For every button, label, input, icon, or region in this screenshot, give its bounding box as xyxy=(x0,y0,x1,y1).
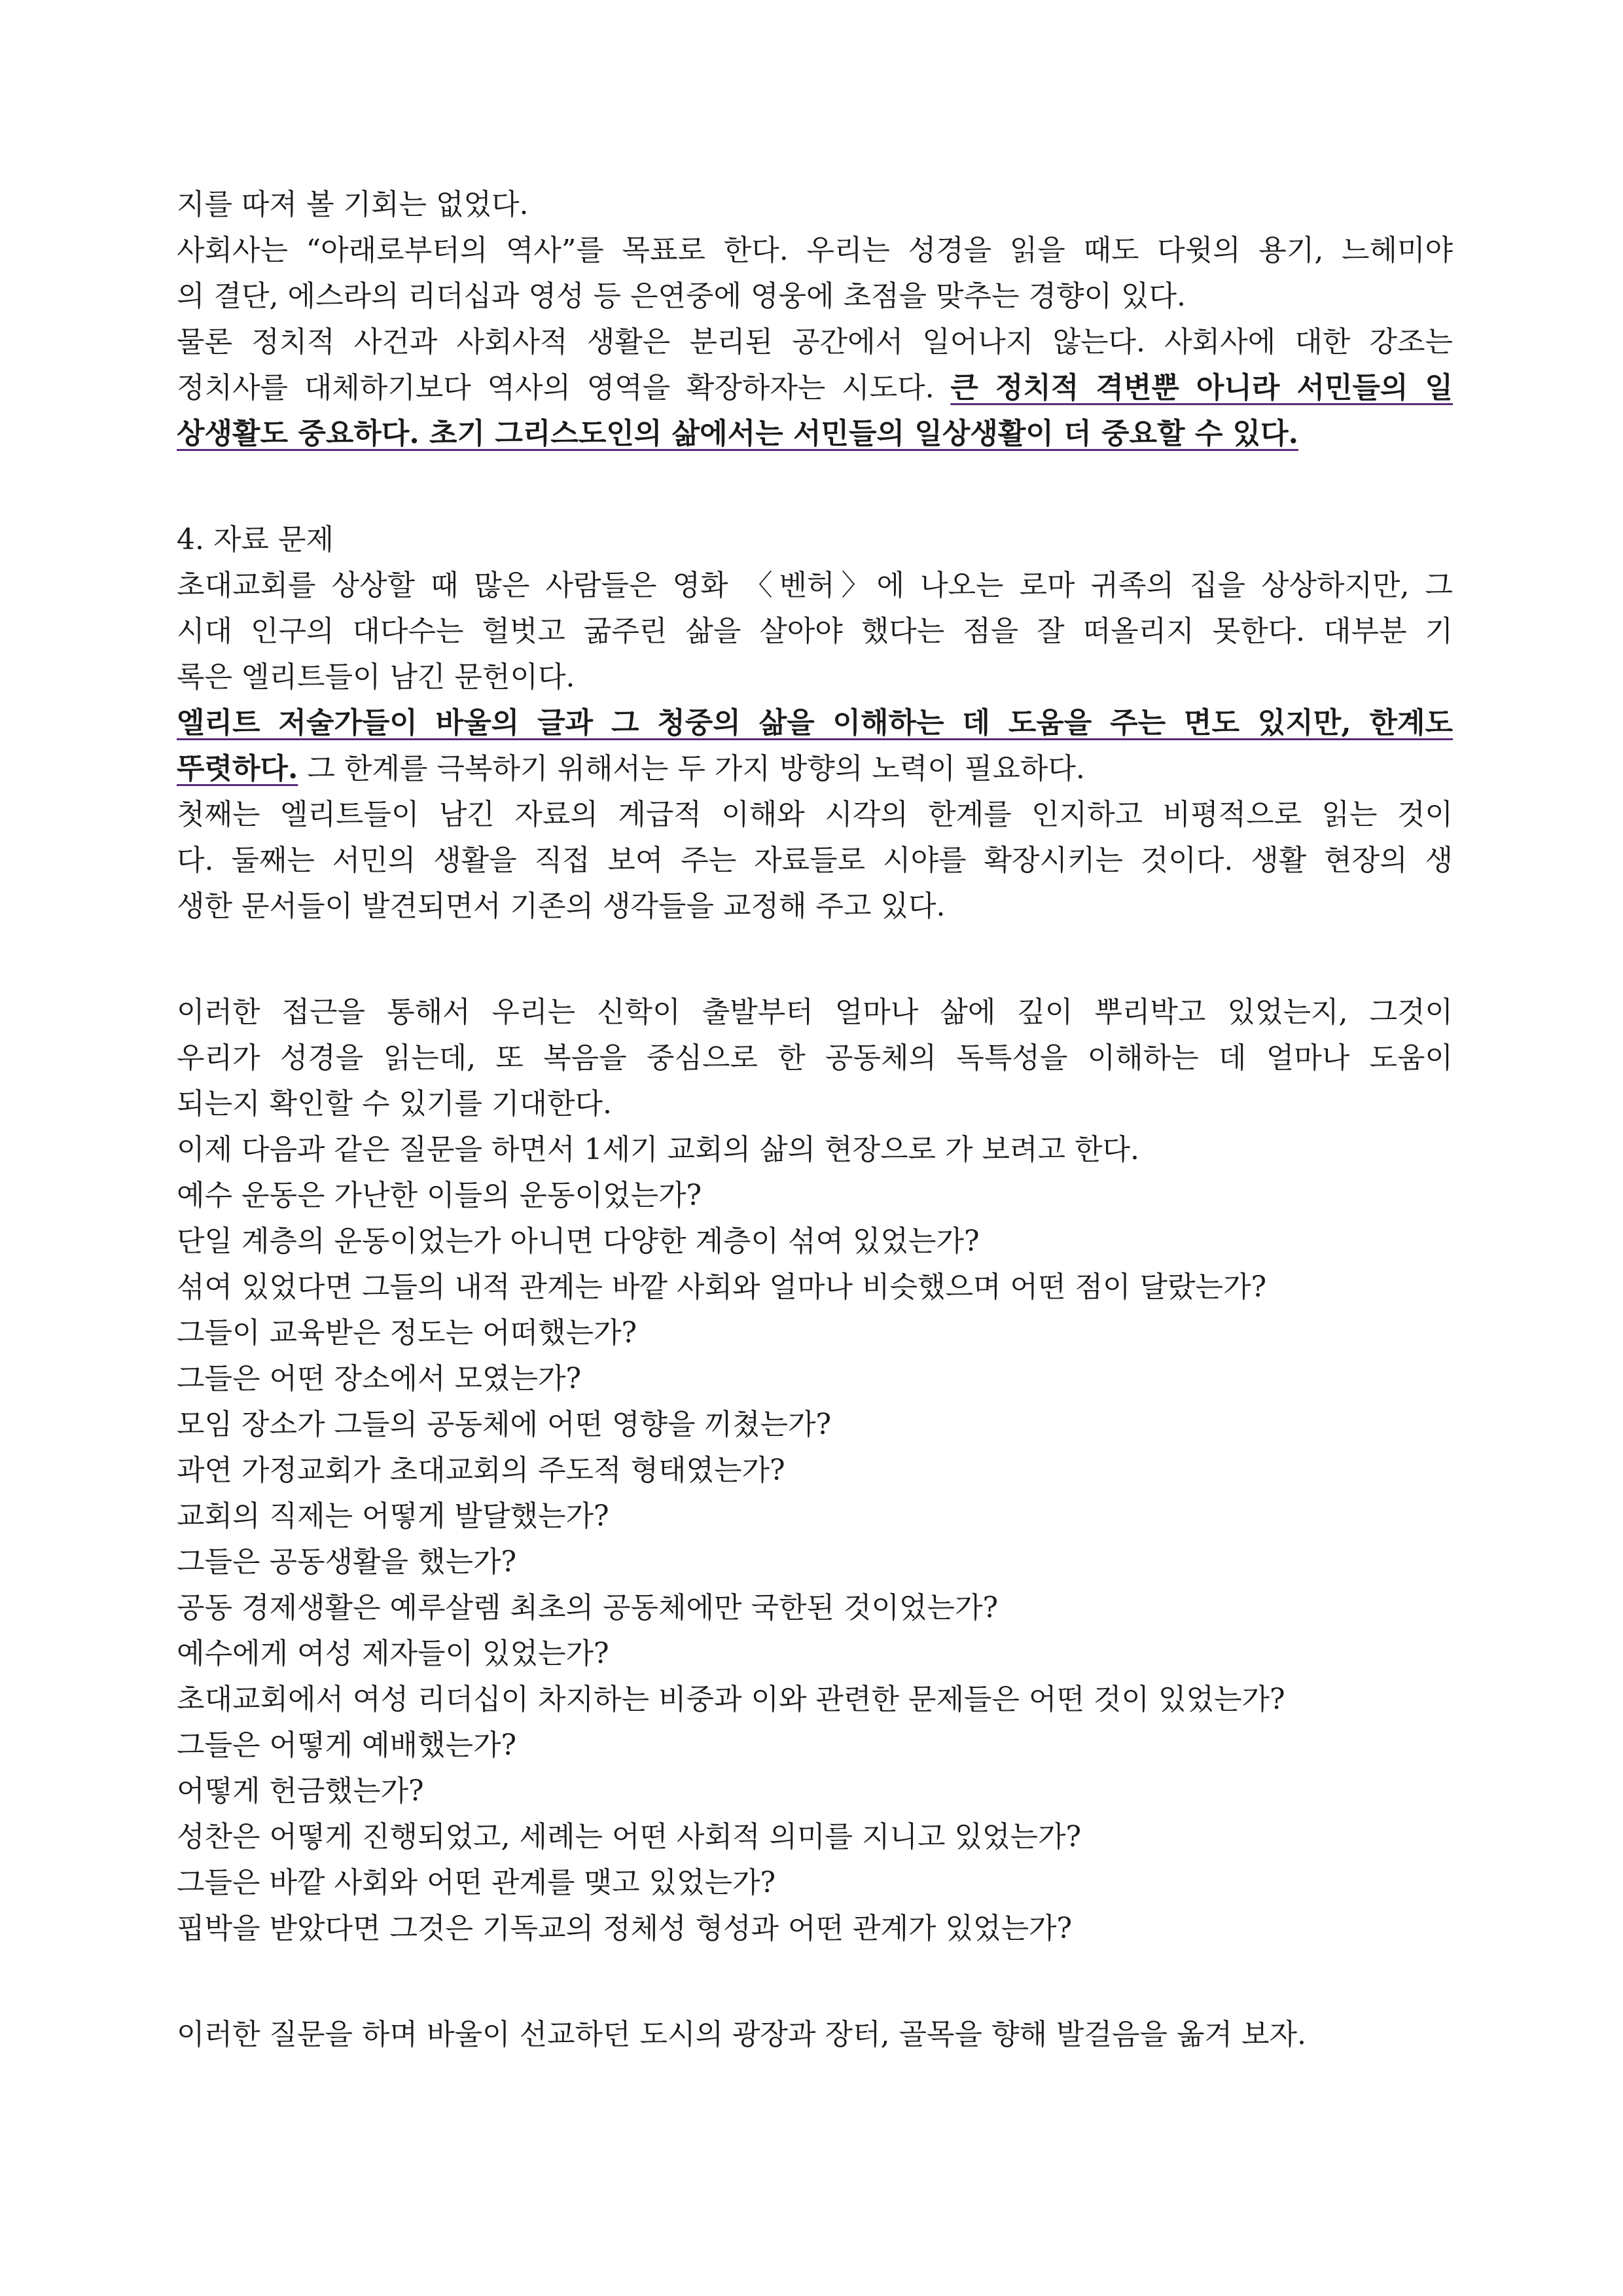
question-line: 초대교회에서 여성 리더십이 차지하는 비중과 이와 관련한 문제들은 어떤 것이 있었는가? xyxy=(177,1683,1285,1716)
question-line: 그들은 공동생활을 했는가? xyxy=(177,1545,517,1579)
question-line: 예수에게 여성 제자들이 있었는가? xyxy=(177,1637,609,1670)
question-line: 그들은 바깥 사회와 어떤 관계를 맺고 있었는가? xyxy=(177,1866,776,1899)
question-line: 과연 가정교회가 초대교회의 주도적 형태였는가? xyxy=(177,1454,785,1487)
text-line: 우리가 성경을 읽는데, 또 복음을 중심으로 한 공동체의 독특성을 이해하는 데 얼마나 도움이 xyxy=(177,1041,1453,1075)
question-line: 그들은 어떤 장소에서 모였는가? xyxy=(177,1362,582,1395)
question-line: 그들은 어떻게 예배했는가? xyxy=(177,1729,517,1762)
question-line: 공동 경제생활은 예루살렘 최초의 공동체에만 국한된 것이었는가? xyxy=(177,1591,999,1624)
text-line: 록은 엘리트들이 남긴 문헌이다. xyxy=(177,660,575,694)
plain-text: 정치사를 대체하기보다 역사의 영역을 확장하자는 시도다. xyxy=(177,371,951,404)
emphasized-text-line: 엘리트 저술가들이 바울의 글과 그 청중의 삶을 이해하는 데 도움을 주는 면도 있지만, 한계도 xyxy=(177,706,1453,740)
text-line: 첫째는 엘리트들이 남긴 자료의 계급적 이해와 시각의 한계를 인지하고 비평적으로 읽는 것이 xyxy=(177,798,1453,831)
question-line: 섞여 있었다면 그들의 내적 관계는 바깥 사회와 얼마나 비슷했으며 어떤 점이 달랐는가? xyxy=(177,1270,1267,1304)
text-line: 의 결단, 에스라의 리더십과 영성 등 은연중에 영웅에 초점을 맞추는 경향이 있다. xyxy=(177,279,1186,313)
text-line: 이러한 질문을 하며 바울이 선교하던 도시의 광장과 장터, 골목을 향해 발걸음을 옮겨 보자. xyxy=(177,2018,1306,2051)
question-line: 모임 장소가 그들의 공동체에 어떤 영향을 끼쳤는가? xyxy=(177,1408,832,1441)
text-line: 되는지 확인할 수 있기를 기대한다. xyxy=(177,1087,612,1121)
question-line: 예수 운동은 가난한 이들의 운동이었는가? xyxy=(177,1179,702,1212)
text-line: 지를 따져 볼 기회는 없었다. xyxy=(177,188,529,221)
emphasized-text: 뚜렷하다. xyxy=(177,752,298,785)
text-line: 생한 문서들이 발견되면서 기존의 생각들을 교정해 주고 있다. xyxy=(177,889,946,923)
question-line: 교회의 직제는 어떻게 발달했는가? xyxy=(177,1499,609,1533)
question-line: 그들이 교육받은 정도는 어떠했는가? xyxy=(177,1316,637,1350)
emphasized-text: 큰 정치적 격변뿐 아니라 서민들의 일 xyxy=(950,371,1453,404)
text-line: 이러한 접근을 통해서 우리는 신학이 출발부터 얼마나 삶에 깊이 뿌리박고 있었는지, 그것이 xyxy=(177,996,1453,1029)
question-line: 성찬은 어떻게 진행되었고, 세례는 어떤 사회적 의미를 지니고 있었는가? xyxy=(177,1820,1082,1854)
plain-text: 그 한계를 극복하기 위해서는 두 가지 방향의 노력이 필요하다. xyxy=(298,752,1085,785)
text-line xyxy=(177,749,1085,789)
text-line: 시대 인구의 대다수는 헐벗고 굶주린 삶을 살아야 했다는 점을 잘 떠올리지 못한다. 대부분 기 xyxy=(177,615,1453,648)
text-line: 사회사는 “아래로부터의 역사”를 목표로 한다. 우리는 성경을 읽을 때도 다윗의 용기, 느헤미야 xyxy=(177,234,1453,267)
text-line: 물론 정치적 사건과 사회사적 생활은 분리된 공간에서 일어나지 않는다. 사회사에 대한 강조는 xyxy=(177,325,1453,359)
emphasized-text-line: 상생활도 중요하다. 초기 그리스도인의 삶에서는 서민들의 일상생활이 더 중요할 수 있다. xyxy=(177,417,1298,450)
question-line: 단일 계층의 운동이었는가 아니면 다양한 계층이 섞여 있었는가? xyxy=(177,1225,980,1258)
text-line: 초대교회를 상상할 때 많은 사람들은 영화 〈벤허〉에 나오는 로마 귀족의 집을 상상하지만, 그 xyxy=(177,569,1453,602)
section-heading: 4. 자료 문제 xyxy=(177,523,334,556)
text-line: 이제 다음과 같은 질문을 하면서 1세기 교회의 삶의 현장으로 가 보려고 한다. xyxy=(177,1133,1139,1166)
question-line: 핍박을 받았다면 그것은 기독교의 정체성 형성과 어떤 관계가 있었는가? xyxy=(177,1912,1073,1945)
text-line: 다. 둘째는 서민의 생활을 직접 보여 주는 자료들로 시야를 확장시키는 것이다. 생활 현장의 생 xyxy=(177,844,1453,877)
question-line: 어떻게 헌금했는가? xyxy=(177,1774,424,1808)
text-line xyxy=(177,368,1453,408)
